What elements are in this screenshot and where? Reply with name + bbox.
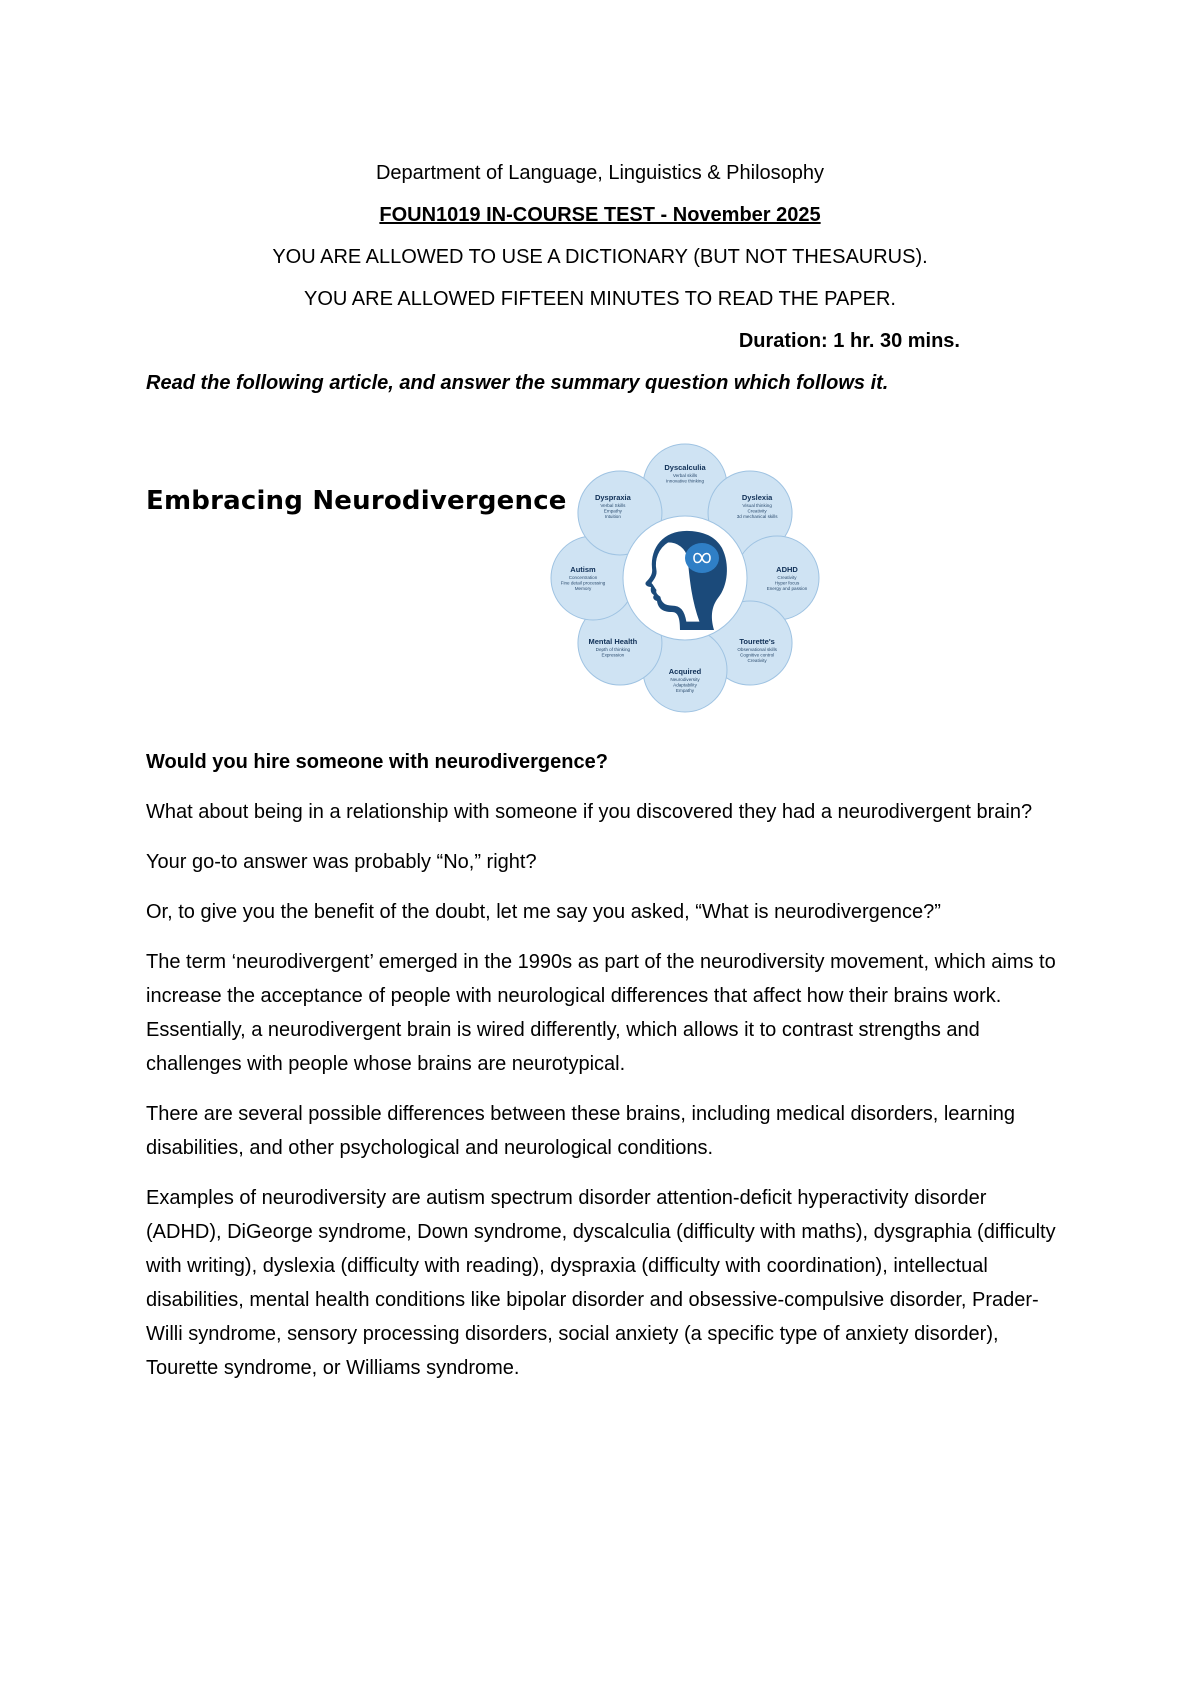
petal-subtext: Neurodiversity: [670, 677, 700, 682]
petal-title: Acquired: [668, 667, 702, 676]
article-paragraph: There are several possible differences between these brains, including medical disorders, learning disabilities, and other psychological and neurological conditions.: [146, 1103, 1016, 1159]
article-paragraph: The term ‘neurodivergent’ emerged in the 1990s as part of the neurodiversity movement, which aims to increase the acceptance of people with neurological differences that affect how their brains work. Essentially, a neurodivergent brain is wired differently, which allows it to contrast strengths and challenges with people whose brains are neurotypical.: [146, 951, 1056, 1075]
article-paragraph: Your go-to answer was probably “No,” right?: [146, 851, 537, 873]
article-paragraph: What about being in a relationship with someone if you discovered they had a neurodivergent brain?: [146, 801, 1033, 823]
petal-subtext: Expression: [601, 652, 625, 658]
test-title-text: FOUN1019 IN-COURSE TEST - November 2025: [379, 204, 821, 226]
petal-subtext: Innovative thinking: [665, 478, 705, 484]
petal-subtext: Energy and passion: [766, 586, 808, 591]
petal-subtext: 3d mechanical skills: [736, 513, 778, 519]
article-body: [146, 745, 1066, 1401]
petal-title: ADHD: [776, 565, 798, 574]
instruction: Read the following article, and answer the summary question which follows it.: [146, 372, 889, 394]
test-title: [0, 201, 1200, 229]
article-title: Embracing Neurodivergence: [146, 486, 567, 516]
petal-subtext: Cognitive control: [740, 652, 775, 658]
petal-subtext: Creativity: [747, 658, 767, 664]
petal-subtext: Verbal Skills: [600, 502, 626, 508]
petal-title: Dyspraxia: [594, 492, 631, 502]
article-paragraph: Or, to give you the benefit of the doubt, let me say you asked, “What is neurodivergence?”: [146, 901, 941, 923]
petal-subtext: Empathy: [603, 508, 622, 514]
petal-title: Tourette's: [739, 637, 775, 647]
petal-subtext: Visual thinking: [742, 502, 772, 508]
petal-title: Dyslexia: [741, 492, 773, 502]
petal-subtext: Depth of thinking: [595, 647, 631, 653]
duration: Duration: 1 hr. 30 mins.: [738, 330, 960, 352]
petal-title: Mental Health: [588, 637, 638, 647]
neurodiversity-diagram: [540, 440, 830, 716]
petal-subtext: Creativity: [777, 575, 797, 580]
reading-time-note: YOU ARE ALLOWED FIFTEEN MINUTES TO READ THE PAPER.: [304, 288, 896, 310]
petal-subtext: Fine detail processing: [560, 580, 606, 586]
dictionary-note: YOU ARE ALLOWED TO USE A DICTIONARY (BUT NOT THESAURUS).: [272, 246, 928, 268]
petal-subtext: Adaptability: [673, 682, 697, 688]
petal-subtext: Concentration: [568, 575, 598, 580]
article-paragraph: Examples of neurodiversity are autism spectrum disorder attention-deficit hyperactivity disorder (ADHD), DiGeorge syndrome, Down syndrome, dyscalculia (difficulty with maths), dysgraphia (difficulty with writing), dyslexia (difficulty with reading), dyspraxia (difficulty with coordination), intellectual disabilities, mental health conditions like bipolar disorder and obsessive-compulsive disorder, Prader-Willi syndrome, sensory processing disorders, social anxiety (a specific type of anxiety disorder), Tourette syndrome, or Williams syndrome.: [146, 1187, 1056, 1379]
petal-title: Dyscalculia: [664, 463, 706, 472]
petal-subtext: Memory: [574, 586, 592, 591]
department-line: Department of Language, Linguistics & Philosophy: [375, 162, 825, 184]
petal-subtext: Observational skills: [737, 647, 777, 653]
petal-subtext: Creativity: [747, 508, 767, 514]
petal-title: Autism: [570, 565, 596, 574]
article-question: Would you hire someone with neurodivergence?: [146, 751, 608, 773]
petal-subtext: Empathy: [675, 688, 695, 693]
petal-subtext: Verbal skills: [672, 473, 698, 478]
neurodiversity-figure: [540, 440, 830, 716]
petal-subtext: Hyper focus: [774, 580, 800, 586]
petal-subtext: Intuition: [604, 513, 621, 519]
